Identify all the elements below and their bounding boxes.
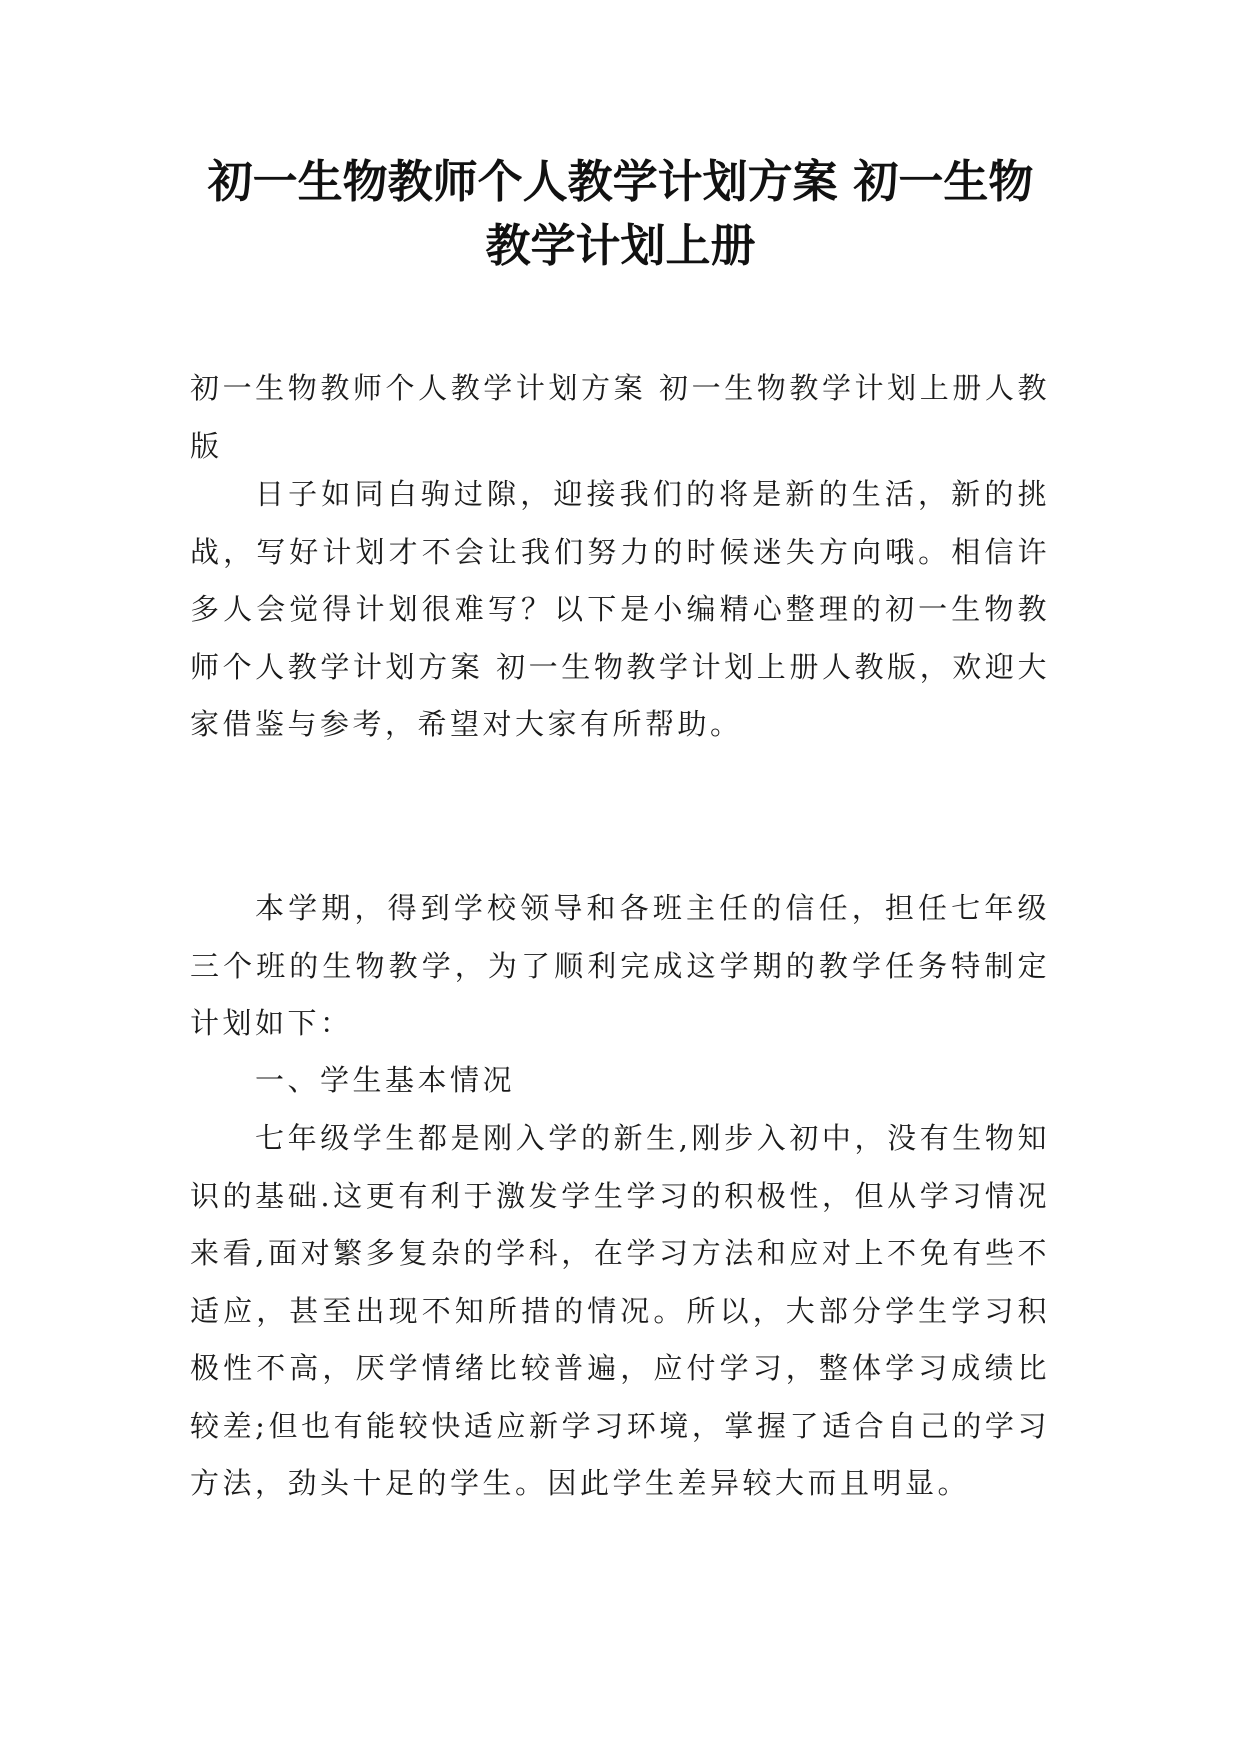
intro-paragraph: 日子如同白驹过隙，迎接我们的将是新的生活，新的挑战，写好计划才不会让我们努力的时候迷失方向哦。相信许多人会觉得计划很难写？以下是小编精心整理的初一生物教师个人教学计划方案 初一生物教学计划上册人教版，欢迎大家借鉴与参考，希望对大家有所帮助。 xyxy=(190,477,1050,741)
title-line-2: 教学计划上册 xyxy=(485,219,756,272)
title-line-1: 初一生物教师个人教学计划方案 初一生物 xyxy=(207,155,1034,208)
student-situation-paragraph: 七年级学生都是刚入学的新生,刚步入初中，没有生物知识的基础.这更有利于激发学生学习的积极性，但从学习情况来看,面对繁多复杂的学科，在学习方法和应对上不免有些不适应，甚至出现不知所措的情况。所以，大部分学生学习积极性不高，厌学情绪比较普遍，应付学习，整体学习成绩比较差;但也有能较快适应新学习环境，掌握了适合自己的学习方法，劲头十足的学生。因此学生差异较大而且明显。 xyxy=(190,1121,1050,1500)
document-title xyxy=(150,150,1091,278)
semester-paragraph: 本学期，得到学校领导和各班主任的信任，担任七年级三个班的生物教学，为了顺利完成这学期的教学任务特制定计划如下： xyxy=(190,891,1050,1040)
subtitle-paragraph: 初一生物教师个人教学计划方案 初一生物教学计划上册人教版 xyxy=(190,371,1050,463)
section-heading-student-situation: 一、学生基本情况 xyxy=(255,1063,516,1097)
